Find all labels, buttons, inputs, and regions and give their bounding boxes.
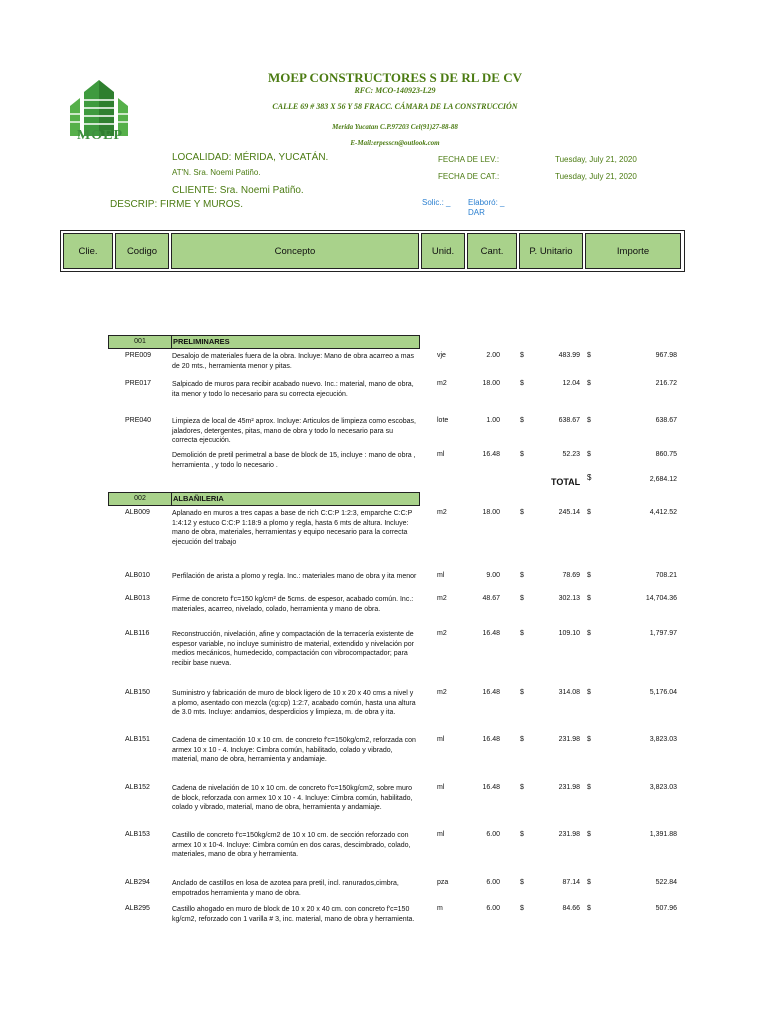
logo-text: MOEP [77, 128, 123, 143]
solic: Solic.: _ [422, 198, 451, 207]
row-desc: Demolición de pretil perimetral a base de block de 15, incluye : mano de obra , herramienta , y todo lo necesario . [172, 452, 416, 469]
row-unit: m2 [437, 595, 447, 602]
currency-symbol: $ [520, 689, 524, 696]
currency-symbol: $ [520, 831, 524, 838]
row-pu: 78.69 [562, 572, 580, 579]
row-desc: Desalojo de materiales fuera de la obra. Incluye: Mano de obra acarreo a mas de 20 mts., herramienta menor y pitas. [172, 353, 415, 370]
row-desc: Firme de concreto f'c=150 kg/cm² de 5cms. de espesor, acabado común. Inc.: materiales, acarreo, nivelado, colado, herramienta y mano de obra. [172, 596, 414, 613]
row-imp: 5,176.04 [649, 689, 677, 696]
section-bar-preliminares [108, 335, 420, 349]
row-unit: pza [437, 879, 449, 886]
table-header [60, 230, 685, 272]
row-pu: 231.98 [558, 784, 580, 791]
currency-symbol: $ [587, 595, 591, 602]
fecha-lev-label: FECHA DE LEV.: [438, 155, 500, 164]
row-qty: 9.00 [486, 572, 500, 579]
currency-symbol: $ [587, 630, 591, 637]
row-imp: 3,823.03 [649, 736, 677, 743]
row-qty: 48.67 [482, 595, 500, 602]
row-imp: 1,797.97 [649, 630, 677, 637]
row-desc: Cadena de nivelación de 10 x 10 cm. de concreto f'c=150kg/cm2, sobre muro de block, reforzada con armex 10 x 10 - 4. Incluye: Cimbra común, habilitado, colado y vibrado, material, mano de obra, herramienta y andamiaje. [172, 785, 413, 811]
row-code: ALB010 [125, 572, 150, 579]
row-qty: 6.00 [486, 831, 500, 838]
row-unit: ml [437, 736, 445, 743]
row-code: ALB294 [125, 879, 150, 886]
currency-symbol: $ [587, 352, 591, 359]
row-pu: 302.13 [558, 595, 580, 602]
fecha-cat-label: FECHA DE CAT.: [438, 172, 500, 181]
row-code: ALB116 [125, 630, 150, 637]
row-qty: 18.00 [482, 509, 500, 516]
currency-symbol: $ [587, 905, 591, 912]
row-pu: 231.98 [558, 831, 580, 838]
row-pu: 12.04 [562, 380, 580, 387]
row-imp: 507.96 [655, 905, 677, 912]
row-code: ALB152 [125, 784, 150, 791]
row-pu: 231.98 [558, 736, 580, 743]
row-code: PRE040 [125, 417, 152, 424]
row-imp: 3,823.03 [649, 784, 677, 791]
row-desc: Reconstrucción, nivelación, afine y compactación de la terracería existente de espesor variable, no incluye suministro de material, extendido y nivelación por medios mecánicos, humedecido, compactación con vibrocompactador; para recibir base nueva. [172, 631, 415, 667]
currency-symbol: $ [520, 417, 524, 424]
row-pu: 52.23 [562, 451, 580, 458]
col-concepto: Concepto [171, 233, 419, 269]
company-email: E-Mail:erpesscn@outlook.com [350, 139, 440, 147]
row-unit: lote [437, 417, 449, 424]
row-imp: 638.67 [655, 417, 677, 424]
row-imp: 522.84 [655, 879, 677, 886]
row-code: ALB295 [125, 905, 150, 912]
row-unit: m2 [437, 689, 447, 696]
row-code: PRE017 [125, 380, 152, 387]
col-importe: Importe [585, 233, 681, 269]
currency-symbol: $ [520, 352, 524, 359]
descripcion: DESCRIP: FIRME Y MUROS. [110, 199, 243, 210]
row-pu: 314.08 [558, 689, 580, 696]
row-code: ALB013 [125, 595, 150, 602]
row-qty: 6.00 [486, 905, 500, 912]
row-unit: m2 [437, 630, 447, 637]
row-qty: 16.48 [482, 451, 500, 458]
row-desc: Anclado de castillos en losa de azotea para pretil, incl. ranurados,cimbra, empotrados herramienta y mano de obra. [172, 880, 399, 897]
row-unit: ml [437, 451, 445, 458]
row-unit: ml [437, 831, 445, 838]
company-address: CALLE 69 # 383 X 56 Y 58 FRACC. CÁMARA DE LA CONSTRUCCIÓN [272, 102, 518, 111]
fecha-lev: Tuesday, July 21, 2020 [555, 155, 637, 164]
row-desc: Castillo de concreto f'c=150kg/cm2 de 10 x 10 cm. de sección reforzado con armex 10 x 10-4. Incluye: Cimbra común en dos caras, descimbrado, colado, materiales, mano de obra y herramienta. [172, 832, 411, 858]
currency-symbol: $ [587, 831, 591, 838]
col-codigo: Codigo [115, 233, 169, 269]
row-qty: 16.48 [482, 689, 500, 696]
row-desc: Salpicado de muros para recibir acabado nuevo. Inc.: material, mano de obra, ita menor y todo lo necesario para su correcta ejecución. [172, 381, 414, 398]
company-city: Merida Yucatan C.P.97203 Cel(91)27-88-88 [332, 123, 458, 131]
col-p-unitario: P. Unitario [519, 233, 583, 269]
row-unit: m [437, 905, 443, 912]
col-cant: Cant. [467, 233, 517, 269]
row-code: ALB151 [125, 736, 150, 743]
row-unit: m2 [437, 380, 447, 387]
row-pu: 483.99 [558, 352, 580, 359]
row-unit: ml [437, 572, 445, 579]
row-desc: Castillo ahogado en muro de block de 10 x 20 x 40 cm. con concreto f'c=150 kg/cm2, reforzado con 1 varilla # 3, inc. material, mano de obra y herramienta. [172, 906, 415, 923]
row-code: PRE009 [125, 352, 152, 359]
row-desc: Perfilación de arista a plomo y regla. Inc.: materiales mano de obra y ita menor [172, 573, 417, 580]
currency-symbol: $ [587, 879, 591, 886]
row-imp: 14,704.36 [645, 595, 677, 602]
row-qty: 1.00 [486, 417, 500, 424]
currency-symbol: $ [520, 879, 524, 886]
elaboro: Elaboró: _ [468, 198, 505, 207]
company-rfc: RFC: MCO-140923-L29 [354, 86, 436, 95]
row-qty: 16.48 [482, 630, 500, 637]
total-value: 2,684.12 [649, 476, 677, 483]
atn: AT'N. Sra. Noemi Patiño. [172, 168, 261, 177]
section-code: 001 [109, 336, 172, 348]
currency-symbol: $ [520, 380, 524, 387]
currency-symbol: $ [520, 572, 524, 579]
row-code: ALB009 [125, 509, 150, 516]
section-bar-albanileria [108, 492, 420, 506]
row-desc: Limpieza de local de 45m² aprox. Incluye: Articulos de limpieza como escobas, jaladores, detergentes, pitas, mano de obra y todo lo necesario para su correcta ejecución. [172, 418, 416, 444]
currency-symbol: $ [587, 784, 591, 791]
cliente: CLIENTE: Sra. Noemi Patiño. [172, 185, 304, 196]
total-label: TOTAL [551, 477, 581, 487]
row-unit: vje [437, 352, 446, 359]
row-unit: ml [437, 784, 445, 791]
currency-symbol: $ [587, 473, 592, 482]
currency-symbol: $ [520, 905, 524, 912]
row-qty: 16.48 [482, 736, 500, 743]
currency-symbol: $ [587, 736, 591, 743]
dar: DAR [468, 208, 485, 217]
currency-symbol: $ [587, 509, 591, 516]
row-unit: m2 [437, 509, 447, 516]
row-qty: 2.00 [486, 352, 500, 359]
row-imp: 216.72 [655, 380, 677, 387]
currency-symbol: $ [520, 784, 524, 791]
row-desc: Suministro y fabricación de muro de block ligero de 10 x 20 x 40 cms a nivel y a plomo, asentado con mezcla (cg:cp) 1:2:7, acabado común, hasta una altura de 3.0 mts. Incluye: andamios, desperdicios y limpieza, m. de obra y ita. [172, 690, 416, 716]
row-qty: 16.48 [482, 784, 500, 791]
row-pu: 109.10 [558, 630, 580, 637]
currency-symbol: $ [587, 417, 591, 424]
row-code: ALB153 [125, 831, 150, 838]
row-imp: 967.98 [655, 352, 677, 359]
currency-symbol: $ [587, 380, 591, 387]
fecha-cat: Tuesday, July 21, 2020 [555, 172, 637, 181]
localidad: LOCALIDAD: MÉRIDA, YUCATÁN. [172, 152, 329, 163]
row-qty: 6.00 [486, 879, 500, 886]
row-pu: 84.66 [562, 905, 580, 912]
row-code: ALB150 [125, 689, 150, 696]
row-imp: 708.21 [655, 572, 677, 579]
row-qty: 18.00 [482, 380, 500, 387]
currency-symbol: $ [520, 509, 524, 516]
currency-symbol: $ [520, 451, 524, 458]
section-name: ALBAÑILERIA [173, 494, 224, 503]
row-pu: 638.67 [558, 417, 580, 424]
currency-symbol: $ [520, 630, 524, 637]
company-name: MOEP CONSTRUCTORES S DE RL DE CV [267, 70, 523, 85]
col-unid: Unid. [421, 233, 465, 269]
row-desc: Cadena de cimentación 10 x 10 cm. de concreto f'c=150kg/cm2, reforzada con armex 10 x 10 - 4. Incluye: Cimbra común, habilitado, colado y vibrado, material, mano de obra, herramienta y andamiaje. [172, 737, 416, 763]
currency-symbol: $ [587, 451, 591, 458]
section-code: 002 [109, 493, 172, 505]
currency-symbol: $ [520, 595, 524, 602]
row-desc: Aplanado en muros a tres capas a base de rich C:C:P 1:2:3, emparche C:C:P 1:4:12 y estuco C:C:P 1:18:9 a plomo y regla, hasta 6 mts de altura. Incluye: mano de obra, materiales, herramientas y equipo necesario para la correcta ejecución del trabajo [172, 510, 413, 546]
section-name: PRELIMINARES [173, 337, 230, 346]
col-clie: Clie. [63, 233, 113, 269]
row-imp: 860.75 [655, 451, 677, 458]
row-imp: 4,412.52 [649, 509, 677, 516]
row-pu: 245.14 [558, 509, 580, 516]
row-pu: 87.14 [562, 879, 580, 886]
row-imp: 1,391.88 [649, 831, 677, 838]
currency-symbol: $ [587, 572, 591, 579]
currency-symbol: $ [587, 689, 591, 696]
currency-symbol: $ [520, 736, 524, 743]
